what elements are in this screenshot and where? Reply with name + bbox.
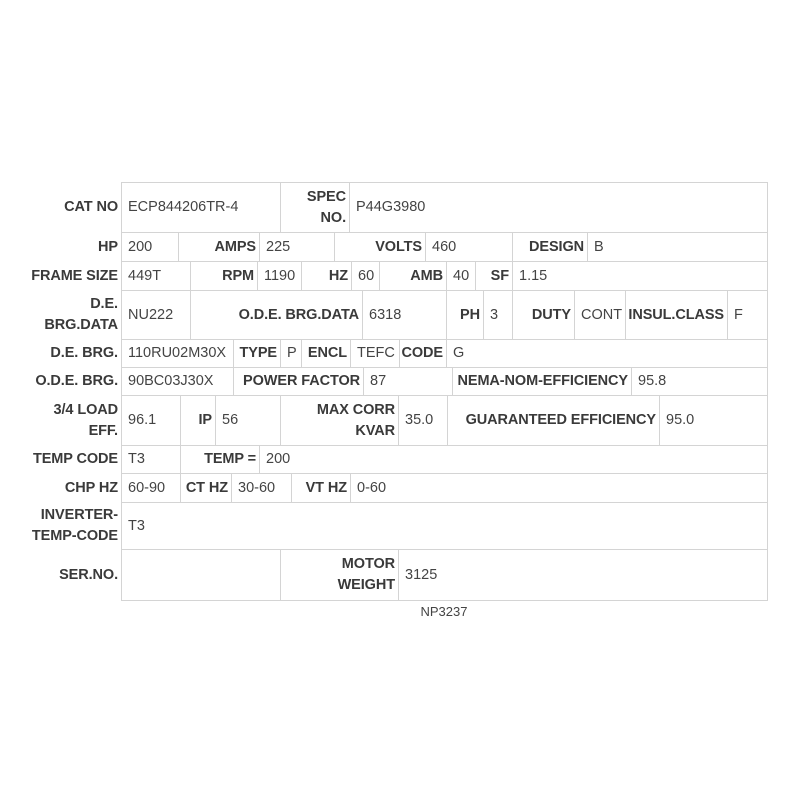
cat-no-label: CAT NO <box>64 199 118 215</box>
row-ser-no <box>0 549 800 601</box>
temp-label: TEMP = <box>180 445 260 474</box>
temp-code-label: TEMP CODE <box>32 451 118 467</box>
row-cat-no <box>0 182 800 233</box>
spec-no-label <box>280 182 350 233</box>
ode-brg-label: O.D.E. BRG. <box>35 373 118 389</box>
max-corr-kvar-value: 35.0 <box>398 395 448 446</box>
row-inverter-temp-code <box>0 502 800 550</box>
design-value: B <box>587 232 768 262</box>
type-label: TYPE <box>233 339 281 368</box>
ode-brg-data-value: 6318 <box>362 290 447 340</box>
type-value: P <box>280 339 302 368</box>
row-frame-size <box>0 261 800 291</box>
rpm-value: 1190 <box>257 261 302 291</box>
guaranteed-efficiency-value: 95.0 <box>659 395 768 446</box>
spec-no-label-line2: NO. <box>320 209 346 226</box>
frame-size-label: FRAME SIZE <box>31 267 118 284</box>
hp-label: HP <box>98 238 118 255</box>
amb-label: AMB <box>379 261 447 291</box>
rpm-label: RPM <box>190 261 258 291</box>
vt-hz-label: VT HZ <box>291 473 351 503</box>
motor-weight-label <box>280 549 399 601</box>
ode-brg-value: 90BC03J30X <box>121 367 234 396</box>
power-factor-label: POWER FACTOR <box>233 367 364 396</box>
ph-label: PH <box>446 290 484 340</box>
de-brg-data-label <box>0 290 122 340</box>
spec-no-value: P44G3980 <box>349 182 768 233</box>
nema-nom-efficiency-value: 95.8 <box>631 367 768 396</box>
nema-nom-efficiency-label: NEMA-NOM-EFFICIENCY <box>452 367 632 396</box>
power-factor-value: 87 <box>363 367 453 396</box>
ph-value: 3 <box>483 290 513 340</box>
de-brg-data-label-line1: D.E. <box>90 296 118 312</box>
cat-no-value: ECP844206TR-4 <box>121 182 281 233</box>
hz-value: 60 <box>351 261 380 291</box>
code-label: CODE <box>399 339 447 368</box>
de-brg-label: D.E. BRG. <box>50 345 118 361</box>
encl-label: ENCL <box>301 339 351 368</box>
inverter-temp-code-label <box>0 502 122 550</box>
ip-value: 56 <box>215 395 281 446</box>
frame-size-value: 449T <box>121 261 191 291</box>
volts-value: 460 <box>425 232 513 262</box>
ct-hz-value: 30-60 <box>231 473 292 503</box>
motor-weight-label-line1: MOTOR <box>341 556 395 572</box>
de-brg-value: 110RU02M30X <box>121 339 234 368</box>
duty-label: DUTY <box>512 290 575 340</box>
encl-value: TEFC <box>350 339 400 368</box>
hz-label: HZ <box>301 261 352 291</box>
temp-value: 200 <box>259 445 768 474</box>
max-corr-kvar-label <box>280 395 399 446</box>
row-chp-hz <box>0 473 800 503</box>
inverter-temp-code-value: T3 <box>121 502 768 550</box>
sf-label: SF <box>475 261 513 291</box>
row-temp-code <box>0 445 800 474</box>
chp-hz-label: CHP HZ <box>64 479 118 496</box>
ser-no-label: SER.NO. <box>59 566 118 583</box>
sf-value: 1.15 <box>512 261 768 291</box>
vt-hz-value: 0-60 <box>350 473 768 503</box>
row-three-quarter-load <box>0 395 800 446</box>
design-label: DESIGN <box>512 232 588 262</box>
ser-no-value <box>121 549 281 601</box>
row-brg-data <box>0 290 800 340</box>
temp-code-value: T3 <box>121 445 181 474</box>
amb-value: 40 <box>446 261 476 291</box>
inverter-temp-code-label-line1: INVERTER- <box>40 507 118 523</box>
row-hp <box>0 232 800 262</box>
row-de-brg <box>0 339 800 368</box>
amps-value: 225 <box>259 232 335 262</box>
hp-value: 200 <box>121 232 179 262</box>
spec-no-label-line1: SPEC <box>306 188 346 205</box>
inverter-temp-code-label-line2: TEMP-CODE <box>31 528 118 544</box>
nameplate-footnote: NP3237 <box>420 604 468 619</box>
insul-class-value: F <box>727 290 768 340</box>
three-quarter-load-eff-label <box>0 395 122 446</box>
volts-label: VOLTS <box>334 232 426 262</box>
duty-value: CONT <box>574 290 626 340</box>
motor-weight-value: 3125 <box>398 549 768 601</box>
chp-hz-value: 60-90 <box>121 473 181 503</box>
three-quarter-load-eff-value: 96.1 <box>121 395 181 446</box>
guaranteed-efficiency-label: GUARANTEED EFFICIENCY <box>447 395 660 446</box>
row-ode-brg <box>0 367 800 396</box>
ip-label: IP <box>180 395 216 446</box>
de-brg-data-value: NU222 <box>121 290 191 340</box>
de-brg-data-label-line2: BRG.DATA <box>44 317 118 333</box>
three-quarter-load-eff-label-line2: EFF. <box>88 422 118 439</box>
max-corr-kvar-label-line1: MAX CORR <box>316 401 395 418</box>
three-quarter-load-eff-label-line1: 3/4 LOAD <box>53 401 118 418</box>
ode-brg-data-label: O.D.E. BRG.DATA <box>190 290 363 340</box>
motor-weight-label-line2: WEIGHT <box>337 577 395 593</box>
max-corr-kvar-label-line2: KVAR <box>355 422 395 439</box>
amps-label: AMPS <box>178 232 260 262</box>
code-value: G <box>446 339 768 368</box>
insul-class-label: INSUL.CLASS <box>625 290 728 340</box>
ct-hz-label: CT HZ <box>180 473 232 503</box>
